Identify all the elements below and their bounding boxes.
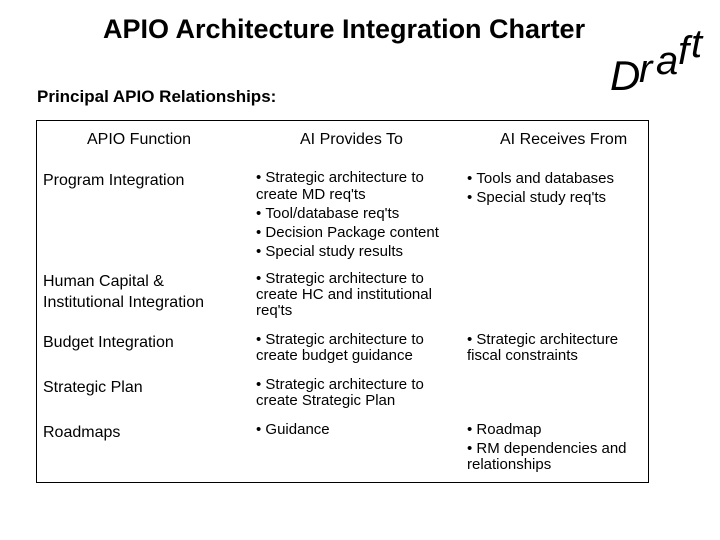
list-item: • Tool/database req'ts: [256, 205, 461, 222]
list-item: • Special study req'ts: [467, 188, 647, 207]
column-header-receives: AI Receives From: [500, 131, 628, 148]
row-roadmaps-function: Roadmaps: [43, 424, 121, 441]
list-item: • Strategic architecture to create Strategic Plan: [256, 377, 461, 409]
row-program-integration-function: Program Integration: [43, 172, 185, 189]
page-title: APIO Architecture Integration Charter: [103, 14, 586, 44]
row-human-capital-provides: [256, 271, 461, 319]
list-item: • Decision Package content: [256, 224, 461, 241]
list-item: • Roadmap: [467, 422, 647, 438]
row-roadmaps-provides: [256, 422, 461, 438]
row-budget-integration-provides: [256, 332, 461, 364]
column-header-function: APIO Function: [87, 131, 192, 148]
row-budget-integration-receives: [467, 332, 647, 364]
row-strategic-plan-provides: [256, 377, 461, 409]
relationships-table: [36, 120, 649, 483]
row-strategic-plan-function: Strategic Plan: [43, 379, 143, 396]
row-budget-integration-function: Budget Integration: [43, 334, 174, 351]
list-item: • Strategic architecture to create HC and institutional req'ts: [256, 271, 461, 319]
draft-watermark: D r a f t: [610, 22, 703, 99]
list-item: • Strategic architecture to create MD req'ts: [256, 169, 461, 203]
list-item: • RM dependencies and relationships: [467, 441, 647, 473]
list-item: • Strategic architecture fiscal constraints: [467, 332, 647, 364]
list-item: • Guidance: [256, 422, 461, 438]
row-human-capital-function: Human Capital & Institutional Integration: [43, 273, 204, 311]
section-subtitle: Principal APIO Relationships:: [37, 87, 277, 106]
row-roadmaps-receives: [467, 422, 647, 473]
list-item: • Tools and databases: [467, 169, 647, 188]
list-item: • Strategic architecture to create budget guidance: [256, 332, 461, 364]
column-header-provides: AI Provides To: [300, 131, 403, 148]
row-program-integration-provides: [256, 169, 461, 260]
list-item: • Special study results: [256, 243, 461, 260]
row-program-integration-receives: [467, 169, 647, 207]
